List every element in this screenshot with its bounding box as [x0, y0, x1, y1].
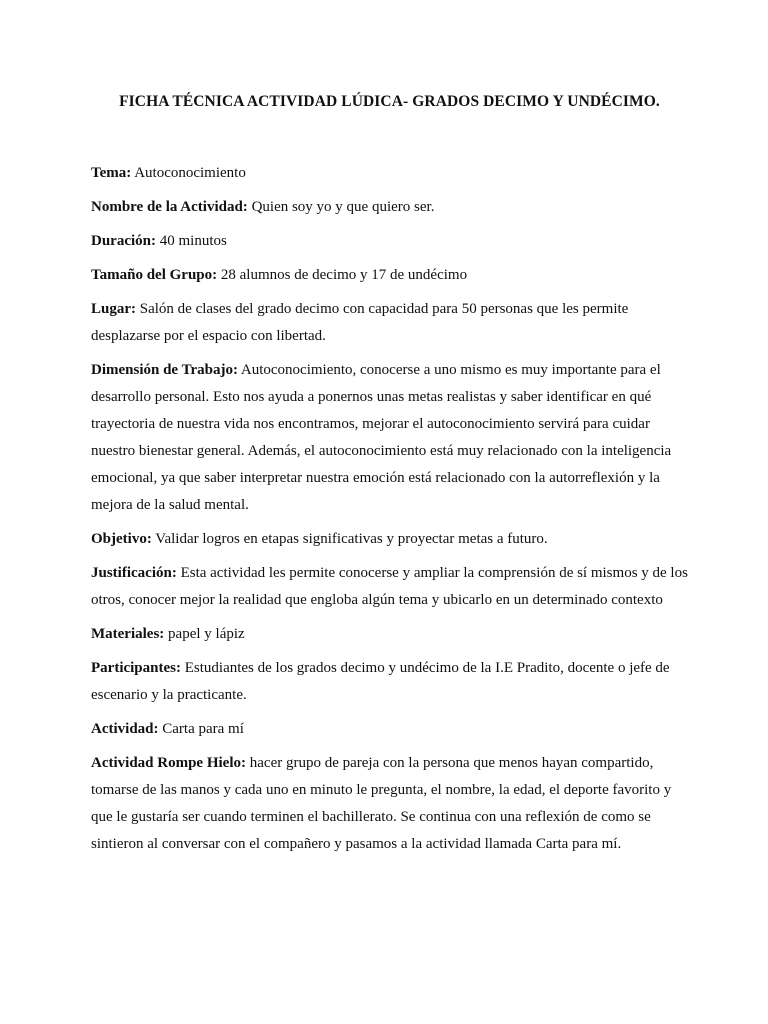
field-value: hacer grupo de pareja con la persona que menos hayan compartido, tomarse de las manos y cada uno en minuto le pregunta, el nombre, la edad, el deporte favorito y que le gustaría ser cuando terminen el bachillerato. Se continua con una reflexión de como se sintieron al conversar con el compañero y pasamos a la actividad llamada Carta para mí. [91, 755, 672, 852]
field-justificacion [91, 560, 688, 614]
field-nombre-actividad [91, 194, 688, 221]
field-duracion [91, 228, 688, 255]
field-value: 28 alumnos de decimo y 17 de undécimo [217, 267, 468, 283]
field-lugar [91, 296, 688, 350]
field-value: Autoconocimiento [131, 165, 246, 181]
field-label: Justificación: [91, 565, 177, 581]
field-objetivo [91, 526, 688, 553]
field-value: Autoconocimiento, conocerse a uno mismo es muy importante para el desarrollo personal. Esto nos ayuda a ponernos unas metas realistas y saber identificar en qué trayectoria de nuestra vida nos encontramos, mejorar el autoconocimiento servirá para cuidar nuestro bienestar general. Además, el autoconocimiento está muy relacionado con la inteligencia emocional, ya que saber interpretar nuestra emoción está relacionado con la autorreflexión y la mejora de la salud mental. [91, 362, 672, 513]
field-label: Tema: [91, 165, 132, 181]
field-value: Salón de clases del grado decimo con capacidad para 50 personas que les permite desplazarse por el espacio con libertad. [91, 301, 629, 344]
field-label: Nombre de la Actividad: [91, 199, 248, 215]
field-label: Objetivo: [91, 531, 152, 547]
field-value: Quien soy yo y que quiero ser. [247, 199, 435, 215]
field-label: Participantes: [91, 660, 181, 676]
field-value: papel y lápiz [164, 626, 245, 642]
field-tamano-grupo [91, 262, 688, 289]
field-value: Esta actividad les permite conocerse y ampliar la comprensión de sí mismos y de los otros, conocer mejor la realidad que engloba algún tema y ubicarlo en un determinado contexto [91, 565, 688, 608]
field-value: 40 minutos [156, 233, 227, 249]
field-label: Duración: [91, 233, 156, 249]
field-value: Estudiantes de los grados decimo y undécimo de la I.E Pradito, docente o jefe de escenario y la practicante. [91, 660, 670, 703]
field-value: Validar logros en etapas significativas y proyectar metas a futuro. [151, 531, 548, 547]
field-actividad-rompe-hielo [91, 750, 688, 858]
field-label: Materiales: [91, 626, 165, 642]
field-label: Actividad Rompe Hielo: [91, 755, 246, 771]
field-tema [91, 160, 688, 187]
field-label: Actividad: [91, 721, 159, 737]
field-actividad [91, 716, 688, 743]
field-value: Carta para mí [158, 721, 244, 737]
document-title: FICHA TÉCNICA ACTIVIDAD LÚDICA- GRADOS DECIMO Y UNDÉCIMO. [119, 93, 660, 110]
field-participantes [91, 655, 688, 709]
field-label: Tamaño del Grupo: [91, 267, 218, 283]
field-label: Dimensión de Trabajo: [91, 362, 238, 378]
field-dimension-trabajo [91, 357, 688, 519]
field-materiales [91, 621, 688, 648]
field-label: Lugar: [91, 301, 136, 317]
